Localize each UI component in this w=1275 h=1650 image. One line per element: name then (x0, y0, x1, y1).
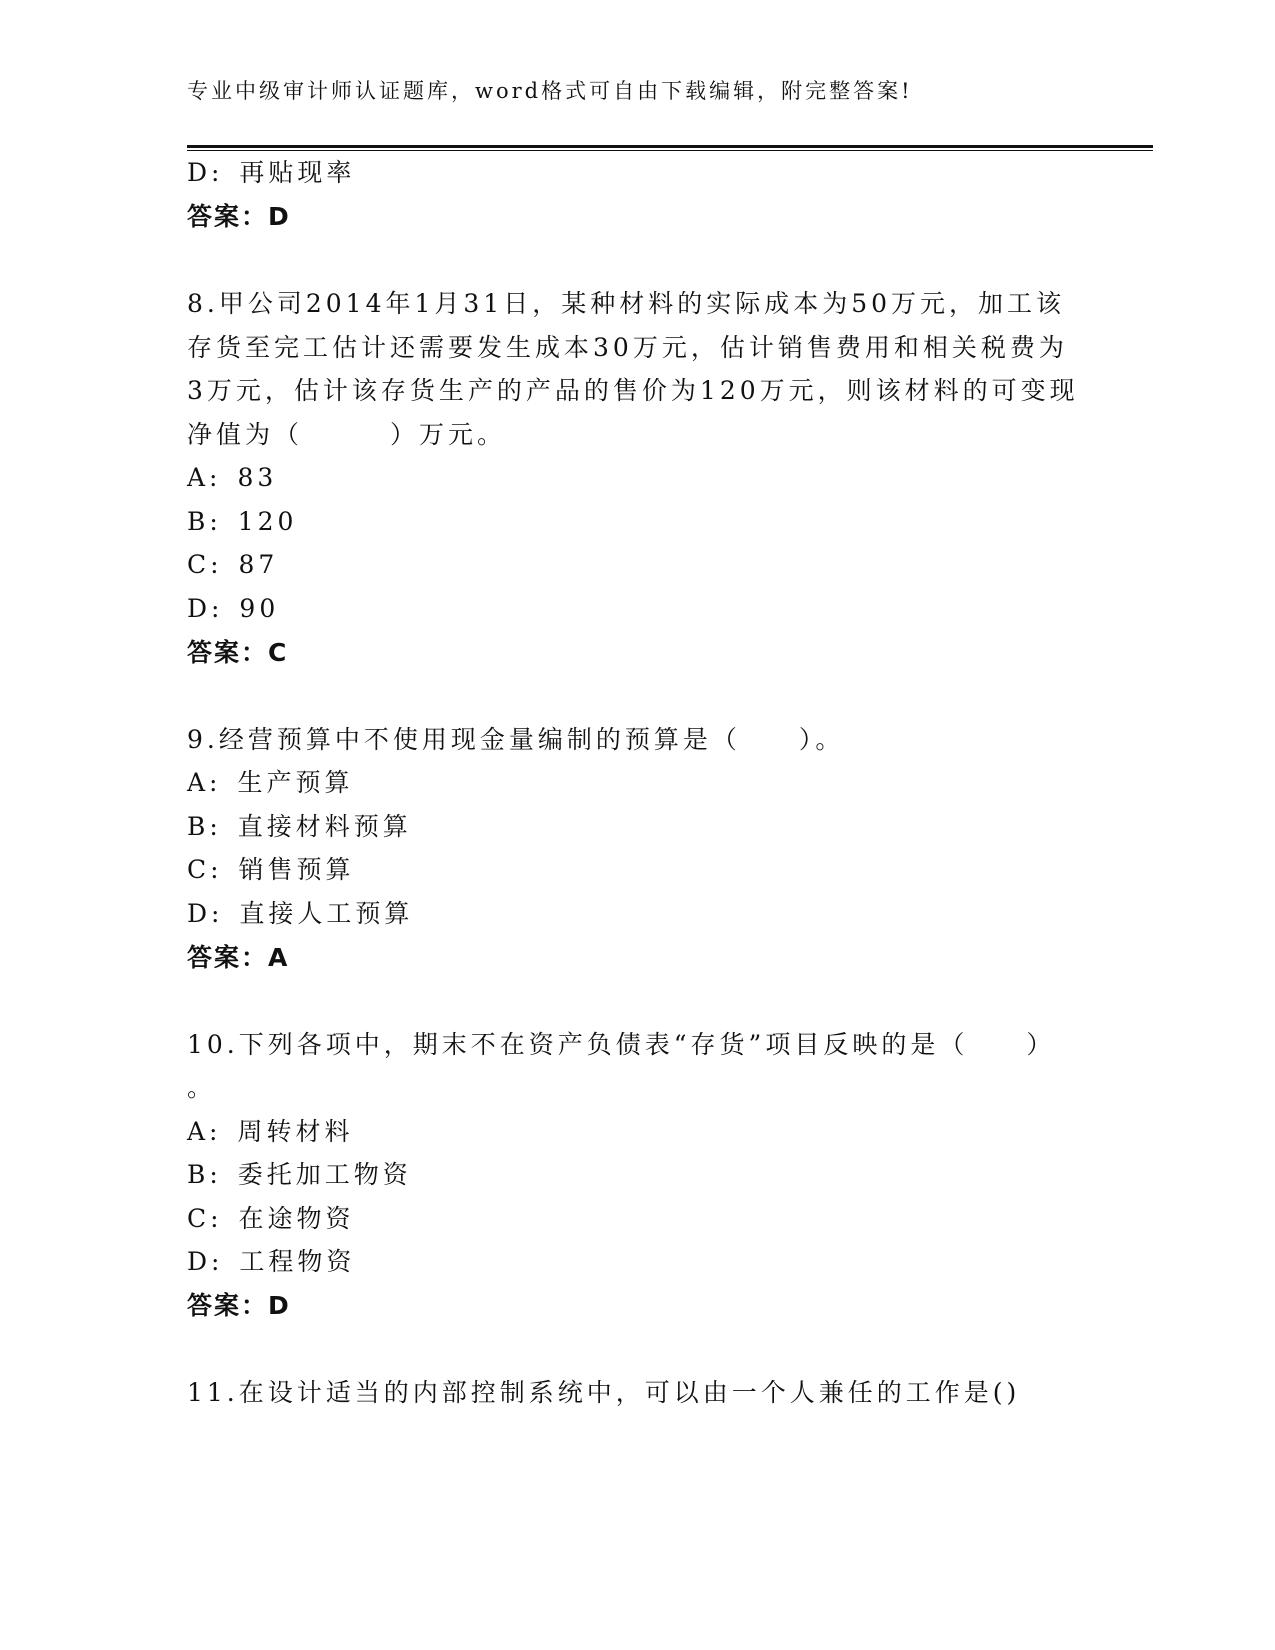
option-label: A: (187, 768, 222, 797)
q8-option-b (187, 505, 297, 539)
q10-option-a (187, 1115, 353, 1149)
option-label: D: (187, 158, 224, 187)
option-text: 90 (239, 594, 280, 623)
q10-option-d (187, 1245, 355, 1279)
q9-answer: 答案：A (187, 943, 290, 972)
q10-option-b (187, 1158, 412, 1192)
q9-stem-line-1: 9.经营预算中不使用现金量编制的预算是（ ）。 (187, 725, 845, 754)
q8-stem-line-4: 净值为（ ）万元。 (187, 420, 507, 449)
q9-option-b (187, 810, 412, 844)
q8-stem-line-2: 存货至完工估计还需要发生成本30万元，估计销售费用和相关税费为 (187, 333, 1068, 362)
q11-stem-line-1: 11.在设计适当的内部控制系统中，可以由一个人兼任的工作是() (187, 1378, 1021, 1407)
q8-option-c (187, 548, 278, 582)
q10-option-c (187, 1202, 355, 1236)
option-label: C: (187, 550, 223, 579)
header-divider (187, 145, 1153, 151)
option-label: D: (187, 899, 224, 928)
option-text: 委托加工物资 (237, 1160, 412, 1189)
header-text: 专业中级审计师认证题库，word格式可自由下载编辑，附完整答案! (187, 79, 913, 103)
q10-answer: 答案：D (187, 1291, 291, 1320)
q7-answer: 答案：D (187, 202, 291, 231)
option-text: 87 (238, 550, 279, 579)
option-text: 在途物资 (238, 1204, 355, 1233)
option-label: A: (187, 463, 222, 492)
option-label: A: (187, 1117, 222, 1146)
q10-stem-line-1: 10.下列各项中，期末不在资产负债表“存货”项目反映的是（ ） (187, 1030, 1056, 1059)
option-text: 直接材料预算 (237, 812, 412, 841)
option-text: 生产预算 (237, 768, 354, 797)
option-text: 120 (237, 507, 298, 536)
option-text: 直接人工预算 (239, 899, 414, 928)
option-text: 再贴现率 (239, 158, 356, 187)
option-text: 工程物资 (239, 1247, 356, 1276)
option-label: D: (187, 1247, 224, 1276)
option-label: C: (187, 1204, 223, 1233)
q9-option-c (187, 853, 355, 887)
option-label: B: (187, 1160, 222, 1189)
option-label: C: (187, 855, 223, 884)
q10-stem-line-2: 。 (187, 1073, 217, 1102)
q8-answer: 答案：C (187, 638, 289, 667)
option-text: 周转材料 (237, 1117, 354, 1146)
option-label: B: (187, 507, 222, 536)
option-text: 销售预算 (238, 855, 355, 884)
q8-option-d (187, 592, 279, 626)
q7-option-d (187, 156, 355, 190)
q8-option-a (187, 461, 277, 495)
q9-option-a (187, 766, 353, 800)
option-label: D: (187, 594, 224, 623)
option-label: B: (187, 812, 222, 841)
q8-stem-line-1: 8.甲公司2014年1月31日，某种材料的实际成本为50万元，加工该 (187, 289, 1066, 318)
q9-option-d (187, 897, 413, 931)
q8-stem-line-3: 3万元，估计该存货生产的产品的售价为120万元，则该材料的可变现 (187, 376, 1079, 405)
option-text: 83 (237, 463, 278, 492)
